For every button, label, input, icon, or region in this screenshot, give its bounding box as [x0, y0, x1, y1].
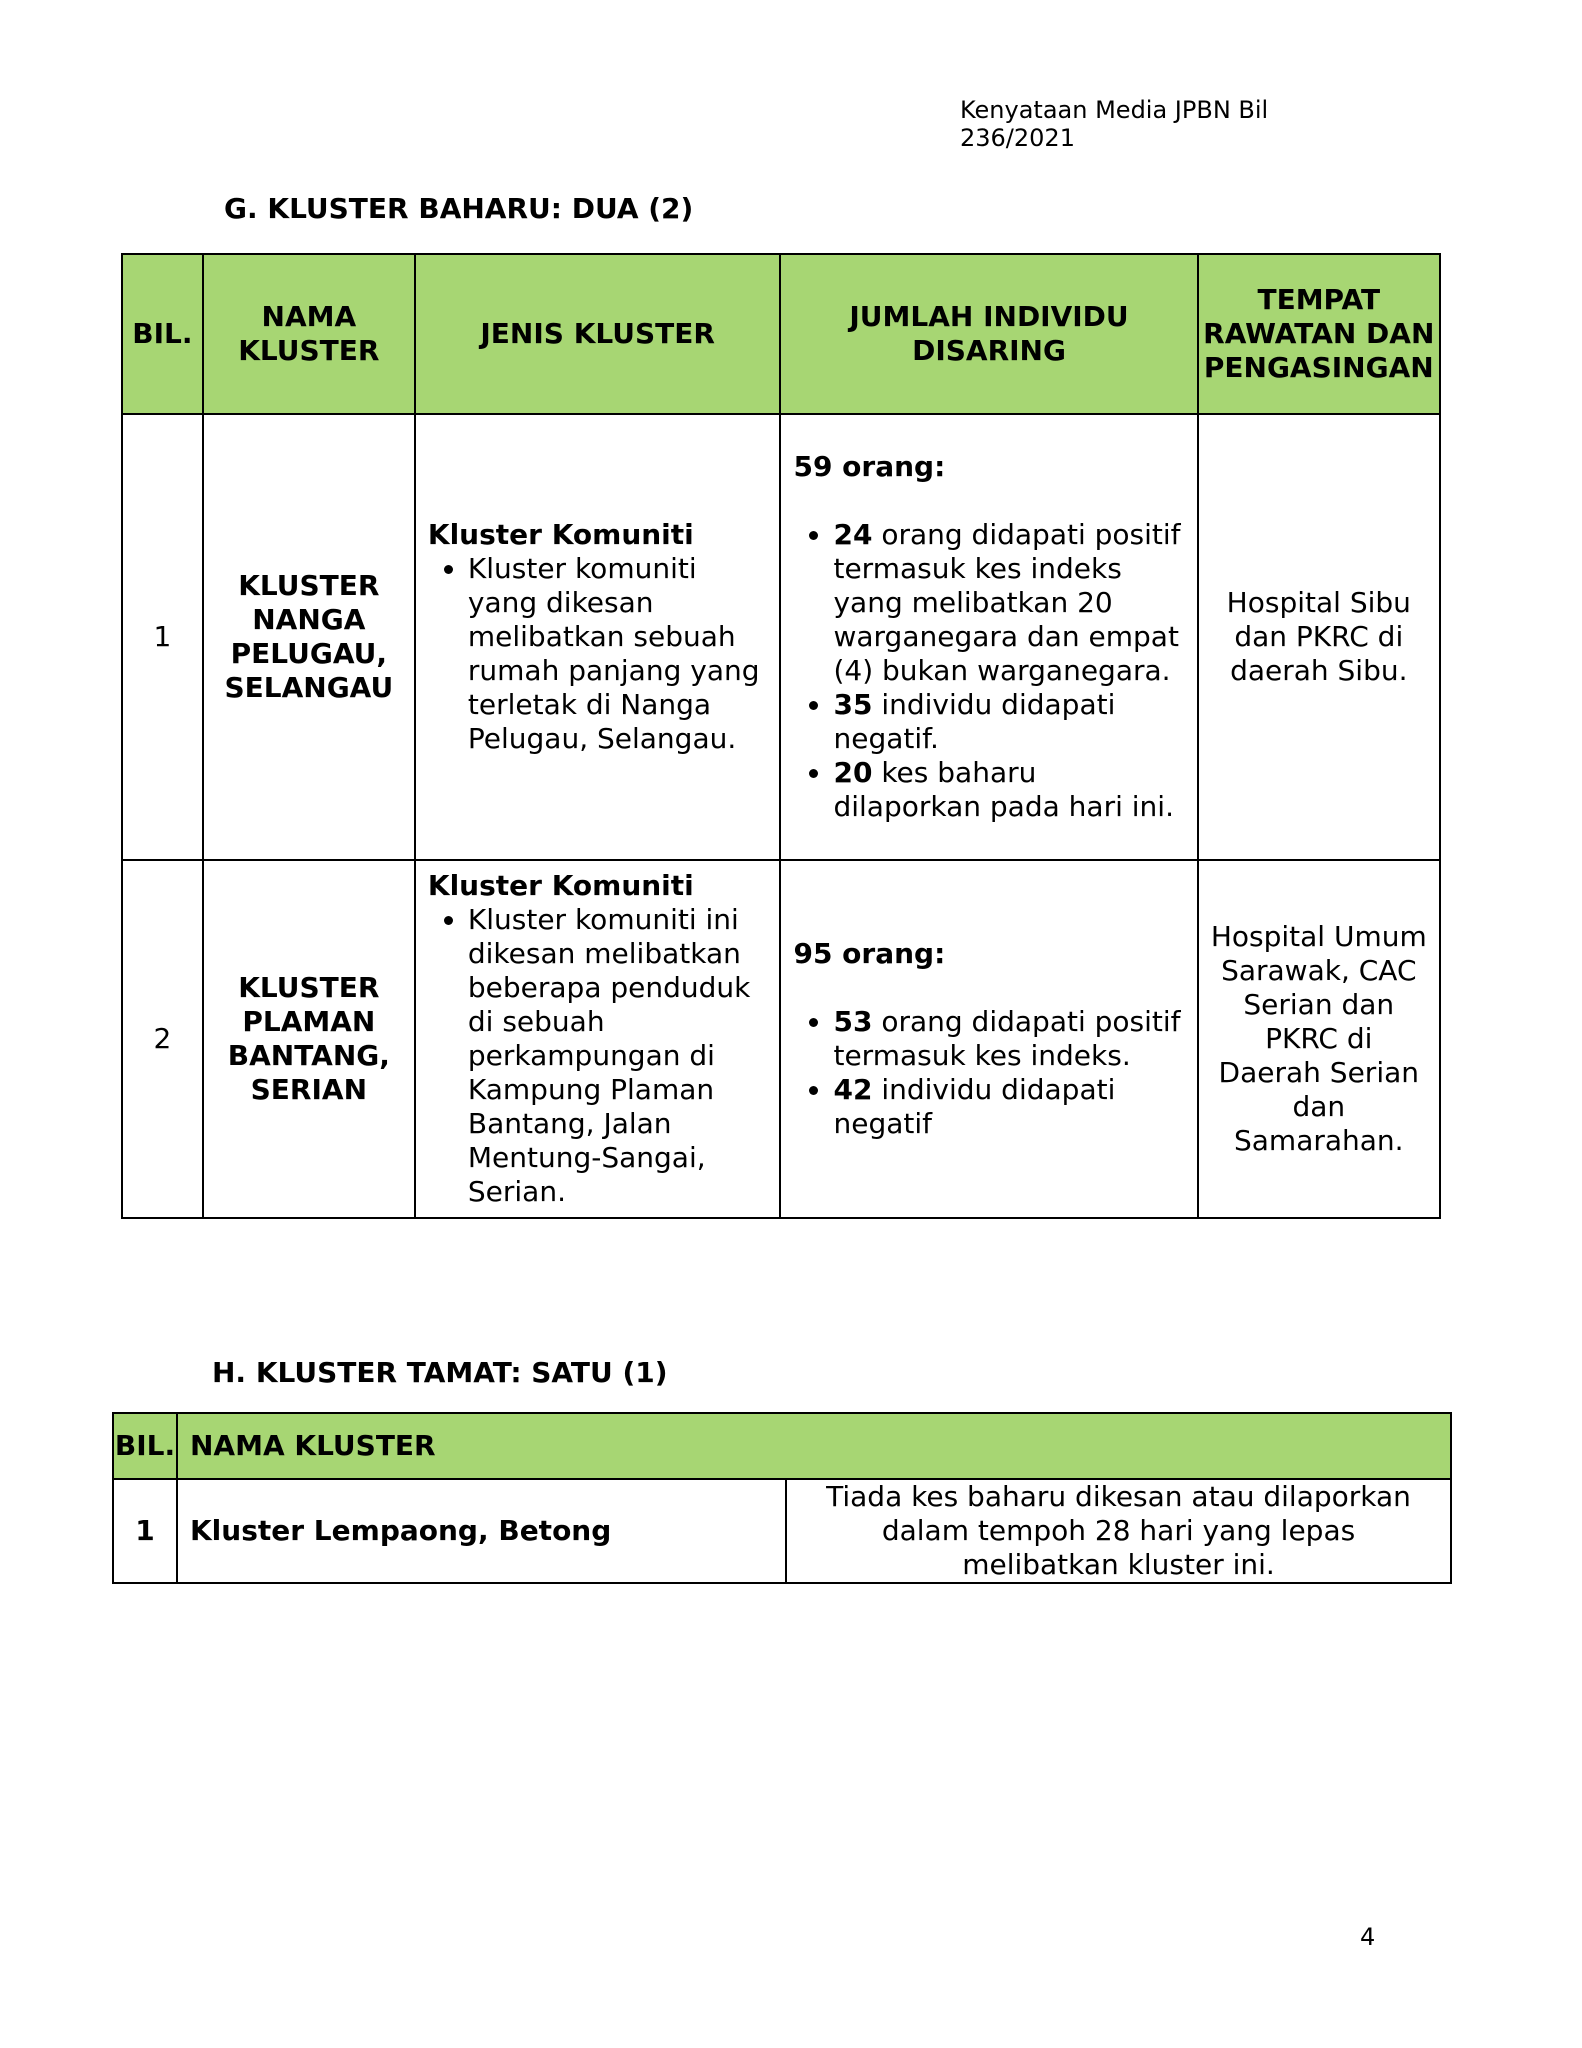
jumlah-head: 95 orang: [793, 937, 946, 970]
col-header-nama: NAMA KLUSTER [177, 1413, 1451, 1479]
col-header-jenis: JENIS KLUSTER [415, 254, 781, 414]
section-h-title: H. KLUSTER TAMAT: SATU (1) [212, 1356, 668, 1389]
list-item [833, 518, 1184, 688]
count-text: kes baharu dilaporkan pada hari ini. [833, 756, 1174, 823]
table-header-row [113, 1413, 1451, 1479]
list-item: • Kluster komuniti yang dikesan melibatkan sebuah rumah panjang yang terletak di Nanga Pelugau, Selangau. [468, 552, 768, 756]
jumlah-list [793, 518, 1184, 824]
count-value: 42 [833, 1073, 873, 1106]
count-value: 53 [833, 1005, 873, 1038]
page-number: 4 [1360, 1923, 1376, 1951]
section-g-title: G. KLUSTER BAHARU: DUA (2) [224, 192, 694, 225]
row-bil: 2 [122, 860, 203, 1218]
row-keterangan: Tiada kes baharu dikesan atau dilaporkan dalam tempoh 28 hari yang lepas melibatkan kluster ini. [786, 1479, 1451, 1583]
row-jenis [415, 860, 781, 1218]
table-row [113, 1479, 1451, 1583]
col-header-tempat: TEMPAT RAWATAN DAN PENGASINGAN [1198, 254, 1440, 414]
count-text: orang didapati positif termasuk kes indeks. [833, 1005, 1181, 1072]
jenis-list [428, 903, 768, 1209]
document-header: Kenyataan Media JPBN Bil 236/2021 [960, 96, 1269, 152]
list-item [833, 688, 1184, 756]
jenis-list [428, 552, 768, 756]
row-nama: KLUSTER NANGA PELUGAU, SELANGAU [203, 414, 415, 860]
table-row [122, 414, 1440, 860]
row-nama: Kluster Lempaong, Betong [177, 1479, 786, 1583]
row-bil: 1 [122, 414, 203, 860]
jumlah-head: 59 orang: [793, 450, 946, 483]
row-jenis [415, 414, 781, 860]
row-tempat: Hospital Sibu dan PKRC di daerah Sibu. [1198, 414, 1440, 860]
list-item: • Kluster komuniti ini dikesan melibatkan beberapa penduduk di sebuah perkampungan di Kampung Plaman Bantang, Jalan Mentung-Sangai, Serian. [468, 903, 768, 1209]
count-value: 35 [833, 688, 873, 721]
row-jumlah [780, 414, 1197, 860]
table-header-row [122, 254, 1440, 414]
count-text: individu didapati negatif. [833, 688, 1116, 755]
col-header-jumlah: JUMLAH INDIVIDU DISARING [780, 254, 1197, 414]
row-bil: 1 [113, 1479, 177, 1583]
new-clusters-table [121, 253, 1441, 1219]
col-header-bil: BIL. [122, 254, 203, 414]
row-tempat: Hospital Umum Sarawak, CAC Serian dan PKRC di Daerah Serian dan Samarahan. [1198, 860, 1440, 1218]
jenis-title: Kluster Komuniti [427, 518, 694, 551]
jumlah-list [793, 1005, 1184, 1141]
ended-clusters-table [112, 1412, 1452, 1584]
jenis-title: Kluster Komuniti [427, 869, 694, 902]
count-value: 20 [833, 756, 873, 789]
row-nama: KLUSTER PLAMAN BANTANG, SERIAN [203, 860, 415, 1218]
table-row [122, 860, 1440, 1218]
row-jumlah [780, 860, 1197, 1218]
list-item [833, 756, 1184, 824]
count-text: individu didapati negatif [833, 1073, 1116, 1140]
count-text: orang didapati positif termasuk kes indeks yang melibatkan 20 warganegara dan empat (4) bukan warganegara. [833, 518, 1181, 687]
list-item [833, 1073, 1184, 1141]
col-header-bil: BIL. [113, 1413, 177, 1479]
list-item [833, 1005, 1184, 1073]
count-value: 24 [833, 518, 873, 551]
col-header-nama: NAMA KLUSTER [203, 254, 415, 414]
